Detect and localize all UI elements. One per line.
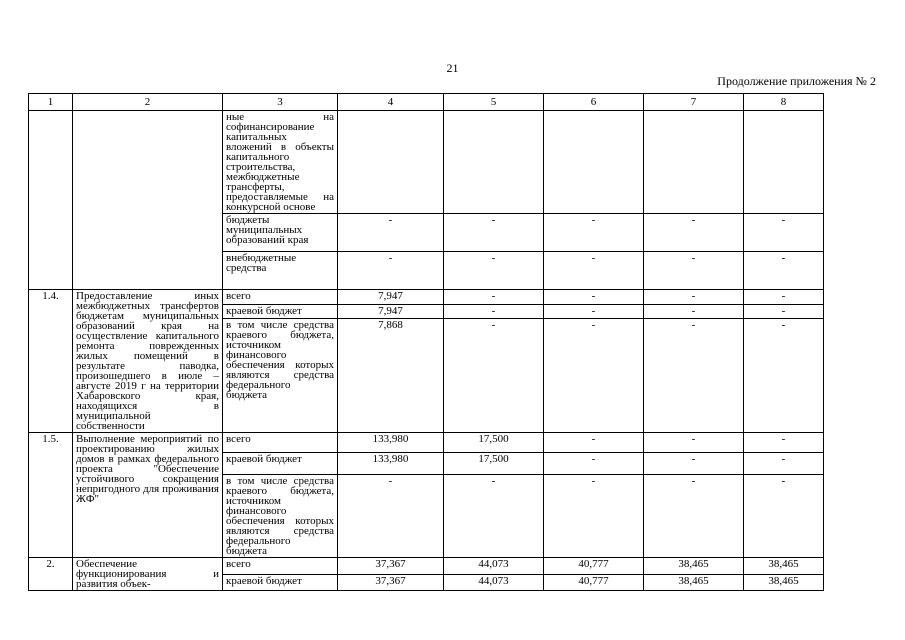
value-cell: -: [444, 475, 544, 558]
source-cell: в том числе средства краевого бюджета, источником финансового обеспечения которых являются средства федерального бюджета: [223, 319, 338, 433]
column-header: 6: [544, 94, 644, 111]
value-cell: 40,777: [544, 574, 644, 591]
item-description-cell: Выполнение мероприятий по проектированию жилых домов в рамках федерального проекта "Обеспечение устойчивого сокращения непригодного для проживания ЖФ": [73, 433, 223, 558]
value-cell: -: [744, 319, 824, 433]
value-cell: -: [544, 453, 644, 475]
value-cell: 7,947: [338, 304, 444, 319]
value-cell: 37,367: [338, 574, 444, 591]
value-cell: 37,367: [338, 558, 444, 575]
source-cell: краевой бюджет: [223, 453, 338, 475]
value-cell: -: [644, 453, 744, 475]
value-cell: -: [644, 475, 744, 558]
source-cell: в том числе средства краевого бюджета, источником финансового обеспечения которых являются средства федерального бюджета: [223, 475, 338, 558]
value-cell: -: [338, 252, 444, 290]
value-cell: -: [444, 290, 544, 305]
value-cell: -: [544, 319, 644, 433]
value-cell: -: [444, 252, 544, 290]
source-cell: всего: [223, 290, 338, 305]
appendix-caption: Продолжение приложения № 2: [717, 74, 876, 88]
column-header: 3: [223, 94, 338, 111]
value-cell: -: [644, 290, 744, 305]
value-cell: -: [644, 319, 744, 433]
item-number-cell: 1.4.: [29, 290, 73, 433]
value-cell: -: [744, 433, 824, 453]
source-cell: внебюджетные средства: [223, 252, 338, 290]
value-cell: -: [544, 290, 644, 305]
funding-table: [28, 93, 824, 591]
value-cell: -: [444, 304, 544, 319]
value-cell: 40,777: [544, 558, 644, 575]
column-header: 2: [73, 94, 223, 111]
value-cell: -: [544, 475, 644, 558]
table-row: [29, 433, 824, 453]
value-cell: 38,465: [644, 574, 744, 591]
value-cell: -: [544, 214, 644, 252]
value-cell: 133,980: [338, 433, 444, 453]
value-cell: -: [744, 290, 824, 305]
page-number: 21: [446, 61, 459, 75]
value-cell: 7,868: [338, 319, 444, 433]
value-cell: 17,500: [444, 453, 544, 475]
value-cell: -: [644, 214, 744, 252]
value-cell: [644, 111, 744, 214]
source-cell: ные на софинансирование капитальных вложений в объекты капитального строительства, межбюджетные трансферты, предоставляемые на конкурсной основе: [223, 111, 338, 214]
item-number-cell: 1.5.: [29, 433, 73, 558]
item-description-cell: Предоставление иных межбюджетных трансфертов бюджетам муниципальных образований края на осуществление капитального ремонта поврежденных жилых помещений в результате паводка, произошедшего в июле – августе 2019 г на территории Хабаровского края, находящихся в муниципальной собственности: [73, 290, 223, 433]
value-cell: -: [744, 252, 824, 290]
item-description-cell: Обеспечение функционирования и развития объек-: [73, 558, 223, 591]
value-cell: -: [444, 319, 544, 433]
value-cell: -: [338, 475, 444, 558]
source-cell: краевой бюджет: [223, 304, 338, 319]
column-header: 7: [644, 94, 744, 111]
value-cell: [444, 111, 544, 214]
column-number-row: [29, 94, 824, 111]
value-cell: -: [644, 433, 744, 453]
value-cell: -: [644, 252, 744, 290]
table-row: [29, 290, 824, 305]
item-number-cell: [29, 111, 73, 290]
value-cell: 7,947: [338, 290, 444, 305]
value-cell: 44,073: [444, 574, 544, 591]
table-row: [29, 111, 824, 214]
value-cell: 38,465: [644, 558, 744, 575]
value-cell: [338, 111, 444, 214]
column-header: 5: [444, 94, 544, 111]
value-cell: 17,500: [444, 433, 544, 453]
source-cell: всего: [223, 558, 338, 575]
column-header: 4: [338, 94, 444, 111]
value-cell: -: [544, 252, 644, 290]
value-cell: [544, 111, 644, 214]
value-cell: -: [444, 214, 544, 252]
value-cell: 38,465: [744, 574, 824, 591]
column-header: 8: [744, 94, 824, 111]
value-cell: [744, 111, 824, 214]
item-description-cell: [73, 111, 223, 290]
value-cell: -: [644, 304, 744, 319]
value-cell: -: [544, 433, 644, 453]
source-cell: всего: [223, 433, 338, 453]
item-number-cell: 2.: [29, 558, 73, 591]
source-cell: бюджеты муниципальных образований края: [223, 214, 338, 252]
value-cell: 133,980: [338, 453, 444, 475]
value-cell: -: [338, 214, 444, 252]
value-cell: -: [544, 304, 644, 319]
value-cell: -: [744, 475, 824, 558]
value-cell: 44,073: [444, 558, 544, 575]
value-cell: -: [744, 214, 824, 252]
source-cell: краевой бюджет: [223, 574, 338, 591]
value-cell: -: [744, 304, 824, 319]
table-row: [29, 558, 824, 575]
column-header: 1: [29, 94, 73, 111]
value-cell: 38,465: [744, 558, 824, 575]
value-cell: -: [744, 453, 824, 475]
